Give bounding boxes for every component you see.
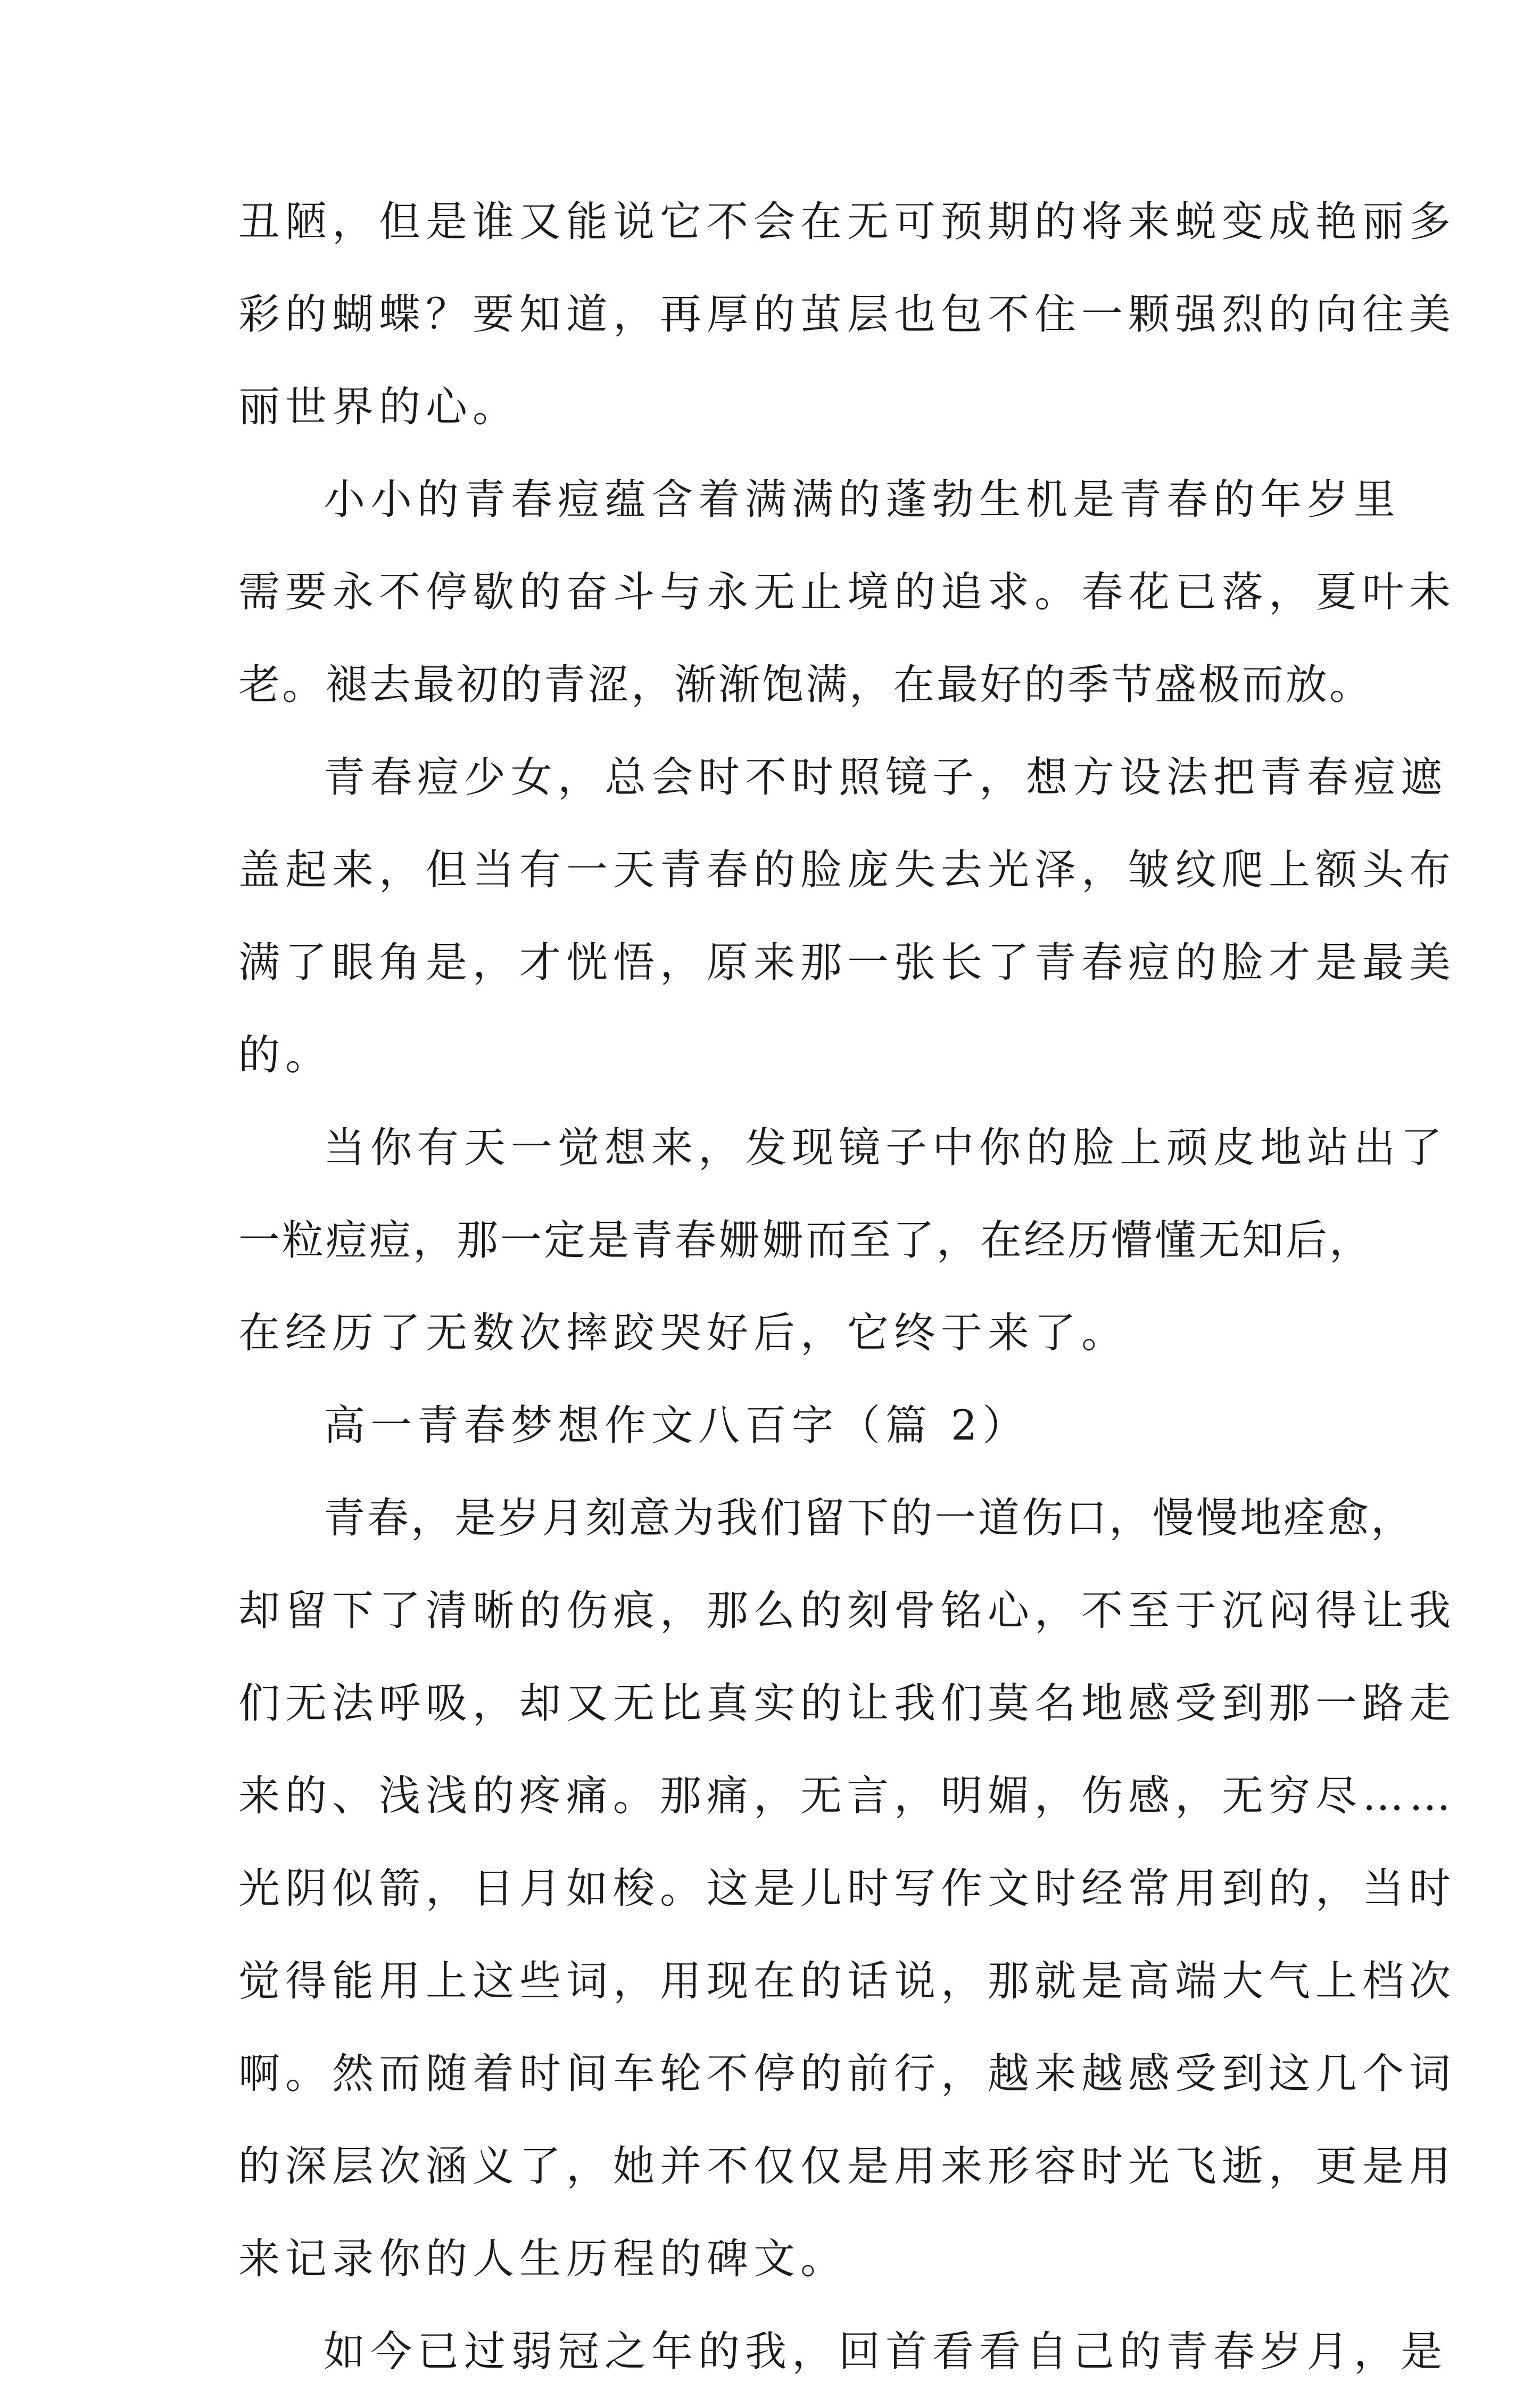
section-heading: 高一青春梦想作文八百字（篇 2） (324, 1402, 1030, 1450)
paragraph-start-line: 青春痘少女，总会时不时照镜子，想方设法把青春痘遮 (324, 754, 1448, 801)
text-line: 老。褪去最初的青涩，渐渐饱满，在最好的季节盛极而放。 (238, 661, 1373, 709)
text-line: 却留下了清晰的伤痕，那么的刻骨铭心，不至于沉闷得让我 (238, 1587, 1456, 1635)
text-line: 在经历了无数次摔跤哭好后，它终于来了。 (238, 1309, 1129, 1357)
text-line: 的。 (238, 1031, 333, 1079)
text-line: 盖起来，但当有一天青春的脸庞失去光泽，皱纹爬上额头布 (238, 846, 1456, 894)
text-line: 觉得能用上这些词，用现在的话说，那就是高端大气上档次 (238, 1957, 1456, 2005)
text-line: 满了眼角是，才恍悟，原来那一张长了青春痘的脸才是最美 (238, 939, 1456, 987)
paragraph-start-line: 小小的青春痘蕴含着满满的蓬勃生机是青春的年岁里 (324, 476, 1401, 524)
text-line: 丽世界的心。 (238, 383, 520, 431)
text-line: 的深层次涵义了，她并不仅仅是用来形容时光飞逝，更是用 (238, 2143, 1456, 2190)
paragraph-start-line: 如今已过弱冠之年的我，回首看看自己的青春岁月，是 (324, 2328, 1448, 2376)
text-line: 光阴似箭，日月如梭。这是儿时写作文时经常用到的，当时 (238, 1865, 1456, 1913)
document-body (238, 176, 1456, 2398)
text-line: 啊。然而随着时间车轮不停的前行，越来越感受到这几个词 (238, 2050, 1456, 2098)
paragraph-start-line: 青春，是岁月刻意为我们留下的一道伤口，慢慢地痊愈， (324, 1494, 1415, 1542)
text-line: 彩的蝴蝶？要知道，再厚的茧层也包不住一颗强烈的向往美 (238, 291, 1456, 338)
text-line: 一粒痘痘，那一定是青春姗姗而至了，在经历懵懂无知后， (238, 1217, 1373, 1264)
text-line: 丑陋，但是谁又能说它不会在无可预期的将来蜕变成艳丽多 (238, 198, 1456, 246)
text-line: 需要永不停歇的奋斗与永无止境的追求。春花已落，夏叶未 (238, 568, 1456, 616)
text-line: 来记录你的人生历程的碑文。 (238, 2235, 848, 2283)
paragraph-start-line: 当你有天一觉想来，发现镜子中你的脸上顽皮地站出了 (324, 1124, 1448, 1172)
text-line: 来的、浅浅的疼痛。那痛，无言，明媚，伤感，无穷尽…… (238, 1772, 1456, 1820)
text-line: 们无法呼吸，却又无比真实的让我们莫名地感受到那一路走 (238, 1680, 1456, 1727)
